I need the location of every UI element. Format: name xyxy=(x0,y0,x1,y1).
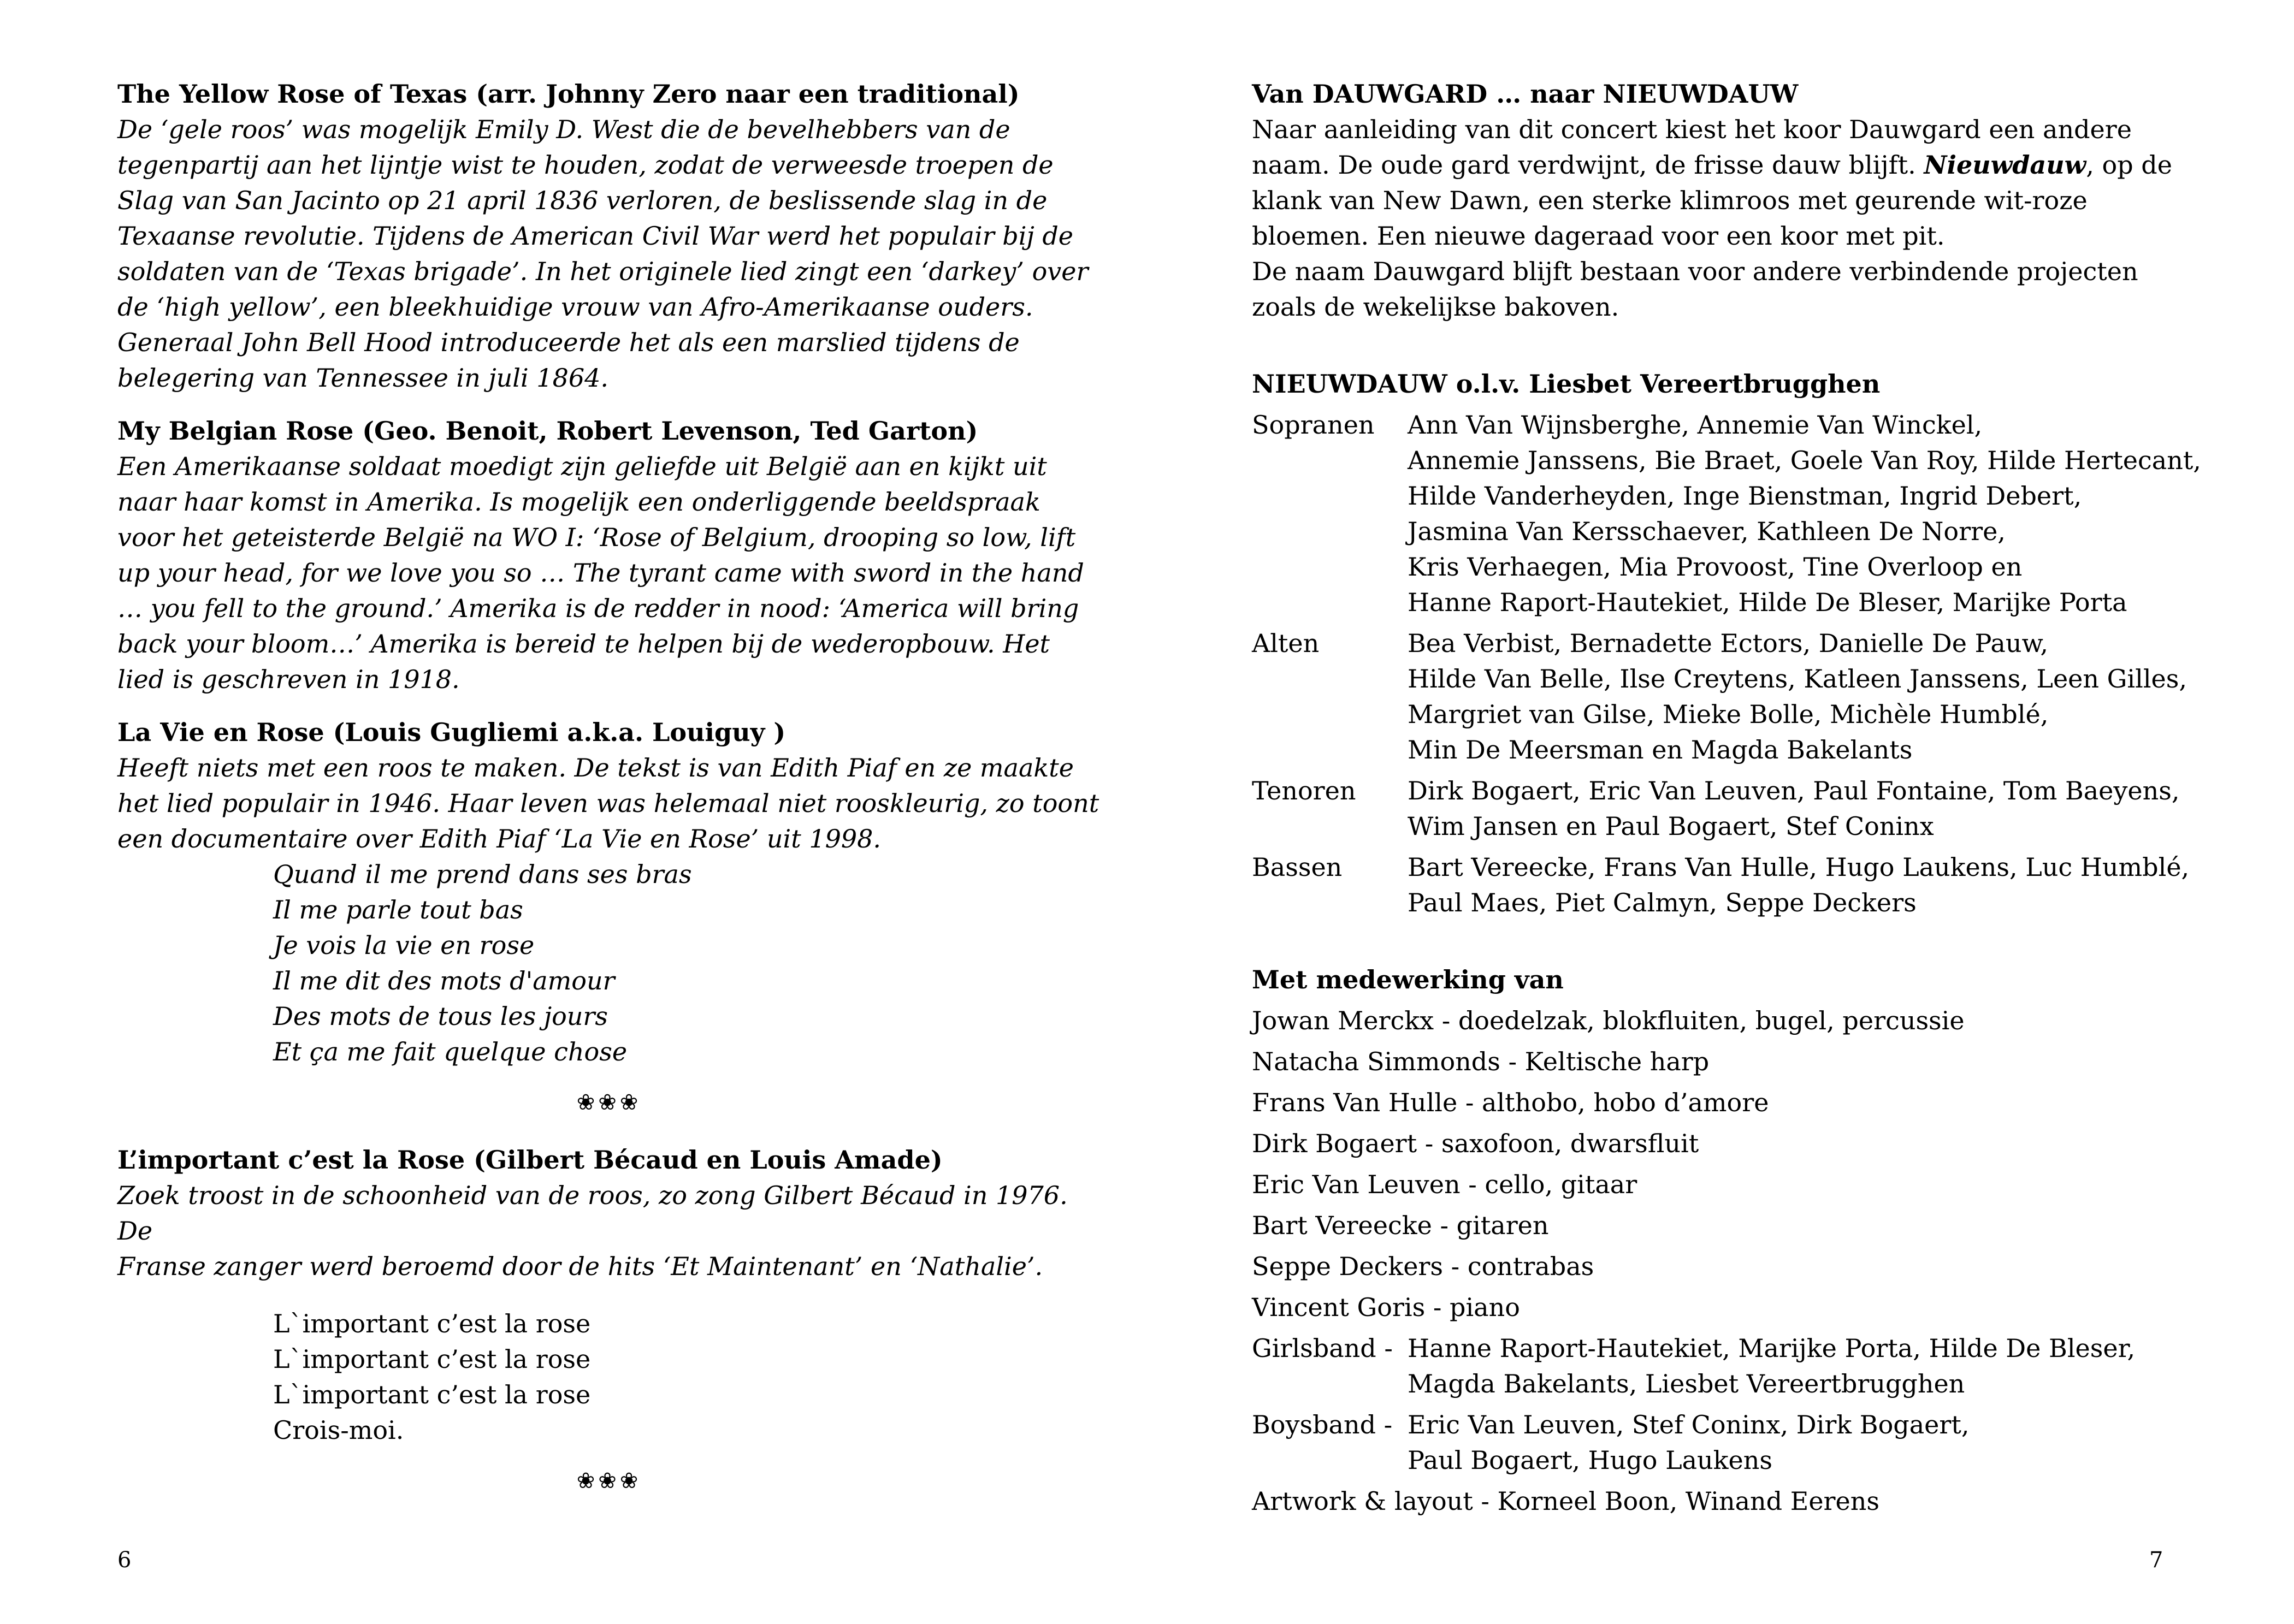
girlsband xyxy=(1252,1331,2235,1402)
helper-item: Bart Vereecke - gitaren xyxy=(1252,1211,1549,1240)
song-la-vie-en-rose xyxy=(117,715,1101,1070)
lyric-line: Des mots de tous les jours xyxy=(273,1001,608,1031)
helper-item: Seppe Deckers - contrabas xyxy=(1252,1252,1594,1281)
text-line: Generaal John Bell Hood introduceerde het als een marslied tijdens de xyxy=(117,328,1020,357)
text-line: Een Amerikaanse soldaat moedigt zijn geliefde uit België aan en kijkt uit xyxy=(117,452,1047,481)
song-description xyxy=(117,112,1101,396)
rename-section xyxy=(1252,76,2235,325)
flower-ornament-icon: ❀❀❀ xyxy=(576,1468,642,1493)
helper-item: Natacha Simmonds - Keltische harp xyxy=(1252,1047,1710,1076)
text-line: een documentaire over Edith Piaf ‘La Vie en Rose’ uit 1998. xyxy=(117,824,882,854)
helper-item: Vincent Goris - piano xyxy=(1252,1293,1520,1322)
text-line: bloemen. Een nieuwe dageraad voor een koor met pit. xyxy=(1252,221,1945,251)
text-line: back your bloom…’ Amerika is bereid te helpen bij de wederopbouw. Het xyxy=(117,629,1050,659)
text-line: soldaten van de ‘Texas brigade’. In het originele lied zingt een ‘darkey’ over xyxy=(117,257,1089,286)
member-line: Bea Verbist, Bernadette Ectors, Danielle De Pauw, xyxy=(1408,629,2049,658)
lyrics-block xyxy=(273,1306,1101,1448)
voice-members xyxy=(1408,626,2187,768)
member-line: Hilde Vanderheyden, Inge Bienstman, Ingrid Debert, xyxy=(1408,481,2082,511)
lyric-line: Et ça me fait quelque chose xyxy=(273,1037,628,1066)
text-line: klank van New Dawn, een sterke klimroos met geurende wit-roze xyxy=(1252,186,2088,215)
text-line: lied is geschreven in 1918. xyxy=(117,665,460,694)
left-column xyxy=(117,76,1101,1521)
flower-ornament-icon: ❀❀❀ xyxy=(576,1090,642,1115)
page-number: 7 xyxy=(2149,1548,2163,1573)
text-line: Heeft niets met een roos te maken. De tekst is van Edith Piaf en ze maakte xyxy=(117,753,1074,783)
member-line: Wim Jansen en Paul Bogaert, Stef Coninx xyxy=(1408,811,1934,841)
voice-sopranen xyxy=(1252,407,2235,620)
member-line: Hilde Van Belle, Ilse Creytens, Katleen Janssens, Leen Gilles, xyxy=(1408,664,2187,694)
lyric-line: L`important c’est la rose xyxy=(273,1344,591,1374)
song-title: L’important c’est la Rose (Gilbert Bécaud en Louis Amade) xyxy=(117,1145,943,1175)
member-line: Hanne Raport-Hautekiet, Marijke Porta, Hilde De Bleser, xyxy=(1408,1333,2136,1363)
song-title: The Yellow Rose of Texas (arr. Johnny Zero naar een traditional) xyxy=(117,79,1020,109)
voice-members xyxy=(1408,407,2201,620)
member-line: Annemie Janssens, Bie Braet, Goele Van Roy, Hilde Hertecant, xyxy=(1408,446,2201,475)
voice-tenoren xyxy=(1252,773,2235,844)
lyric-line: Je vois la vie en rose xyxy=(273,930,535,960)
song-belgian-rose xyxy=(117,413,1101,697)
song-description xyxy=(117,449,1101,697)
text-line: Franse zanger werd beroemd door de hits ‘Et Maintenant’ en ‘Nathalie’. xyxy=(117,1252,1043,1281)
section-title: Van DAUWGARD … naar NIEUWDAUW xyxy=(1252,79,1799,109)
voice-bassen xyxy=(1252,850,2235,921)
band-members xyxy=(1408,1407,1970,1478)
helpers-section xyxy=(1252,962,2235,1519)
voice-label: Sopranen xyxy=(1252,410,1375,440)
text-line: Zoek troost in de schoonheid van de roos, zo zong Gilbert Bécaud in 1976. De xyxy=(117,1181,1068,1246)
voice-alten xyxy=(1252,626,2235,768)
text-line: zoals de wekelijkse bakoven. xyxy=(1252,292,1619,322)
member-line: Hanne Raport-Hautekiet, Hilde De Bleser, Marijke Porta xyxy=(1408,588,2127,617)
text-span: , op de xyxy=(2086,150,2172,180)
voice-members xyxy=(1408,773,2179,844)
lyrics-block xyxy=(273,857,1101,1070)
lyric-line: Il me dit des mots d'amour xyxy=(273,966,615,995)
right-column xyxy=(1252,76,2235,1525)
text-line: belegering van Tennessee in juli 1864. xyxy=(117,363,608,393)
member-line: Min De Meersman en Magda Bakelants xyxy=(1408,735,1913,764)
member-line: Kris Verhaegen, Mia Provoost, Tine Overloop en xyxy=(1408,552,2023,582)
artwork-credit: Artwork & layout - Korneel Boon, Winand Eerens xyxy=(1252,1486,1879,1516)
band-label: Girlsband - xyxy=(1252,1333,1393,1363)
song-description xyxy=(117,750,1101,857)
member-line: Ann Van Wijnsberghe, Annemie Van Winckel, xyxy=(1408,410,1983,440)
member-line: Eric Van Leuven, Stef Coninx, Dirk Bogaert, xyxy=(1408,1410,1970,1439)
member-line: Margriet van Gilse, Mieke Bolle, Michèle Humblé, xyxy=(1408,700,2049,729)
helper-item: Eric Van Leuven - cello, gitaar xyxy=(1252,1170,1637,1199)
helper-item: Dirk Bogaert - saxofoon, dwarsfluit xyxy=(1252,1129,1699,1158)
song-title: My Belgian Rose (Geo. Benoit, Robert Levenson, Ted Garton) xyxy=(117,416,978,446)
lyric-line: Crois-moi. xyxy=(273,1415,404,1445)
band-label: Boysband - xyxy=(1252,1410,1393,1439)
text-line: de ‘high yellow’, een bleekhuidige vrouw van Afro-Amerikaanse ouders. xyxy=(117,292,1033,322)
choir-section xyxy=(1252,366,2235,921)
voice-label: Tenoren xyxy=(1252,776,1356,805)
text-line: voor het geteisterde België na WO I: ‘Rose of Belgium, drooping so low, lift xyxy=(117,523,1076,552)
voice-label: Bassen xyxy=(1252,852,1343,882)
text-line: up your head, for we love you so … The tyrant came with sword in the hand xyxy=(117,558,1084,588)
section-title: NIEUWDAUW o.l.v. Liesbet Vereertbrugghen xyxy=(1252,369,1881,399)
song-yellow-rose xyxy=(117,76,1101,396)
boysband xyxy=(1252,1407,2235,1478)
lyric-line: L`important c’est la rose xyxy=(273,1309,591,1338)
text-line: het lied populair in 1946. Haar leven was helemaal niet rooskleurig, zo toont xyxy=(117,789,1099,818)
text-line: De naam Dauwgard blijft bestaan voor andere verbindende projecten xyxy=(1252,257,2138,286)
page-number: 6 xyxy=(117,1548,132,1573)
band-members xyxy=(1408,1331,2135,1402)
song-title: La Vie en Rose (Louis Gugliemi a.k.a. Louiguy ) xyxy=(117,718,786,747)
lyric-line: Quand il me prend dans ses bras xyxy=(273,860,692,889)
text-line: Slag van San Jacinto op 21 april 1836 verloren, de beslissende slag in de xyxy=(117,186,1048,215)
section-title: Met medewerking van xyxy=(1252,965,1564,994)
text-line: naar haar komst in Amerika. Is mogelijk een onderliggende beeldspraak xyxy=(117,487,1040,517)
member-line: Magda Bakelants, Liesbet Vereertbrugghen xyxy=(1408,1369,1965,1398)
helper-item: Jowan Merckx - doedelzak, blokfluiten, bugel, percussie xyxy=(1252,1006,1965,1035)
member-line: Bart Vereecke, Frans Van Hulle, Hugo Laukens, Luc Humblé, xyxy=(1408,852,2190,882)
member-line: Paul Bogaert, Hugo Laukens xyxy=(1408,1445,1773,1475)
text-line: Texaanse revolutie. Tijdens de American Civil War werd het populair bij de xyxy=(117,221,1074,251)
helper-item: Frans Van Hulle - althobo, hobo d’amore xyxy=(1252,1088,1769,1117)
song-description xyxy=(117,1178,1101,1284)
member-line: Paul Maes, Piet Calmyn, Seppe Deckers xyxy=(1408,888,1917,917)
voice-members xyxy=(1408,850,2189,921)
song-important-rose xyxy=(117,1142,1101,1448)
text-span: naam. De oude gard verdwijnt, de frisse dauw blijft. xyxy=(1252,150,1924,180)
lyric-line: L`important c’est la rose xyxy=(273,1380,591,1409)
text-line xyxy=(1252,147,2235,183)
text-line: De ‘gele roos’ was mogelijk Emily D. West die de bevelhebbers van de xyxy=(117,115,1010,144)
member-line: Jasmina Van Kersschaever, Kathleen De Norre, xyxy=(1408,517,2006,546)
text-line: tegenpartij aan het lijntje wist te houden, zodat de verweesde troepen de xyxy=(117,150,1054,180)
emphasis-name: Nieuwdauw xyxy=(1924,150,2086,180)
member-line: Dirk Bogaert, Eric Van Leuven, Paul Fontaine, Tom Baeyens, xyxy=(1408,776,2180,805)
text-line: … you fell to the ground.’ Amerika is de redder in nood: ‘America will bring xyxy=(117,594,1079,623)
lyric-line: Il me parle tout bas xyxy=(273,895,523,924)
text-line: Naar aanleiding van dit concert kiest het koor Dauwgard een andere xyxy=(1252,115,2132,144)
voice-label: Alten xyxy=(1252,629,1320,658)
